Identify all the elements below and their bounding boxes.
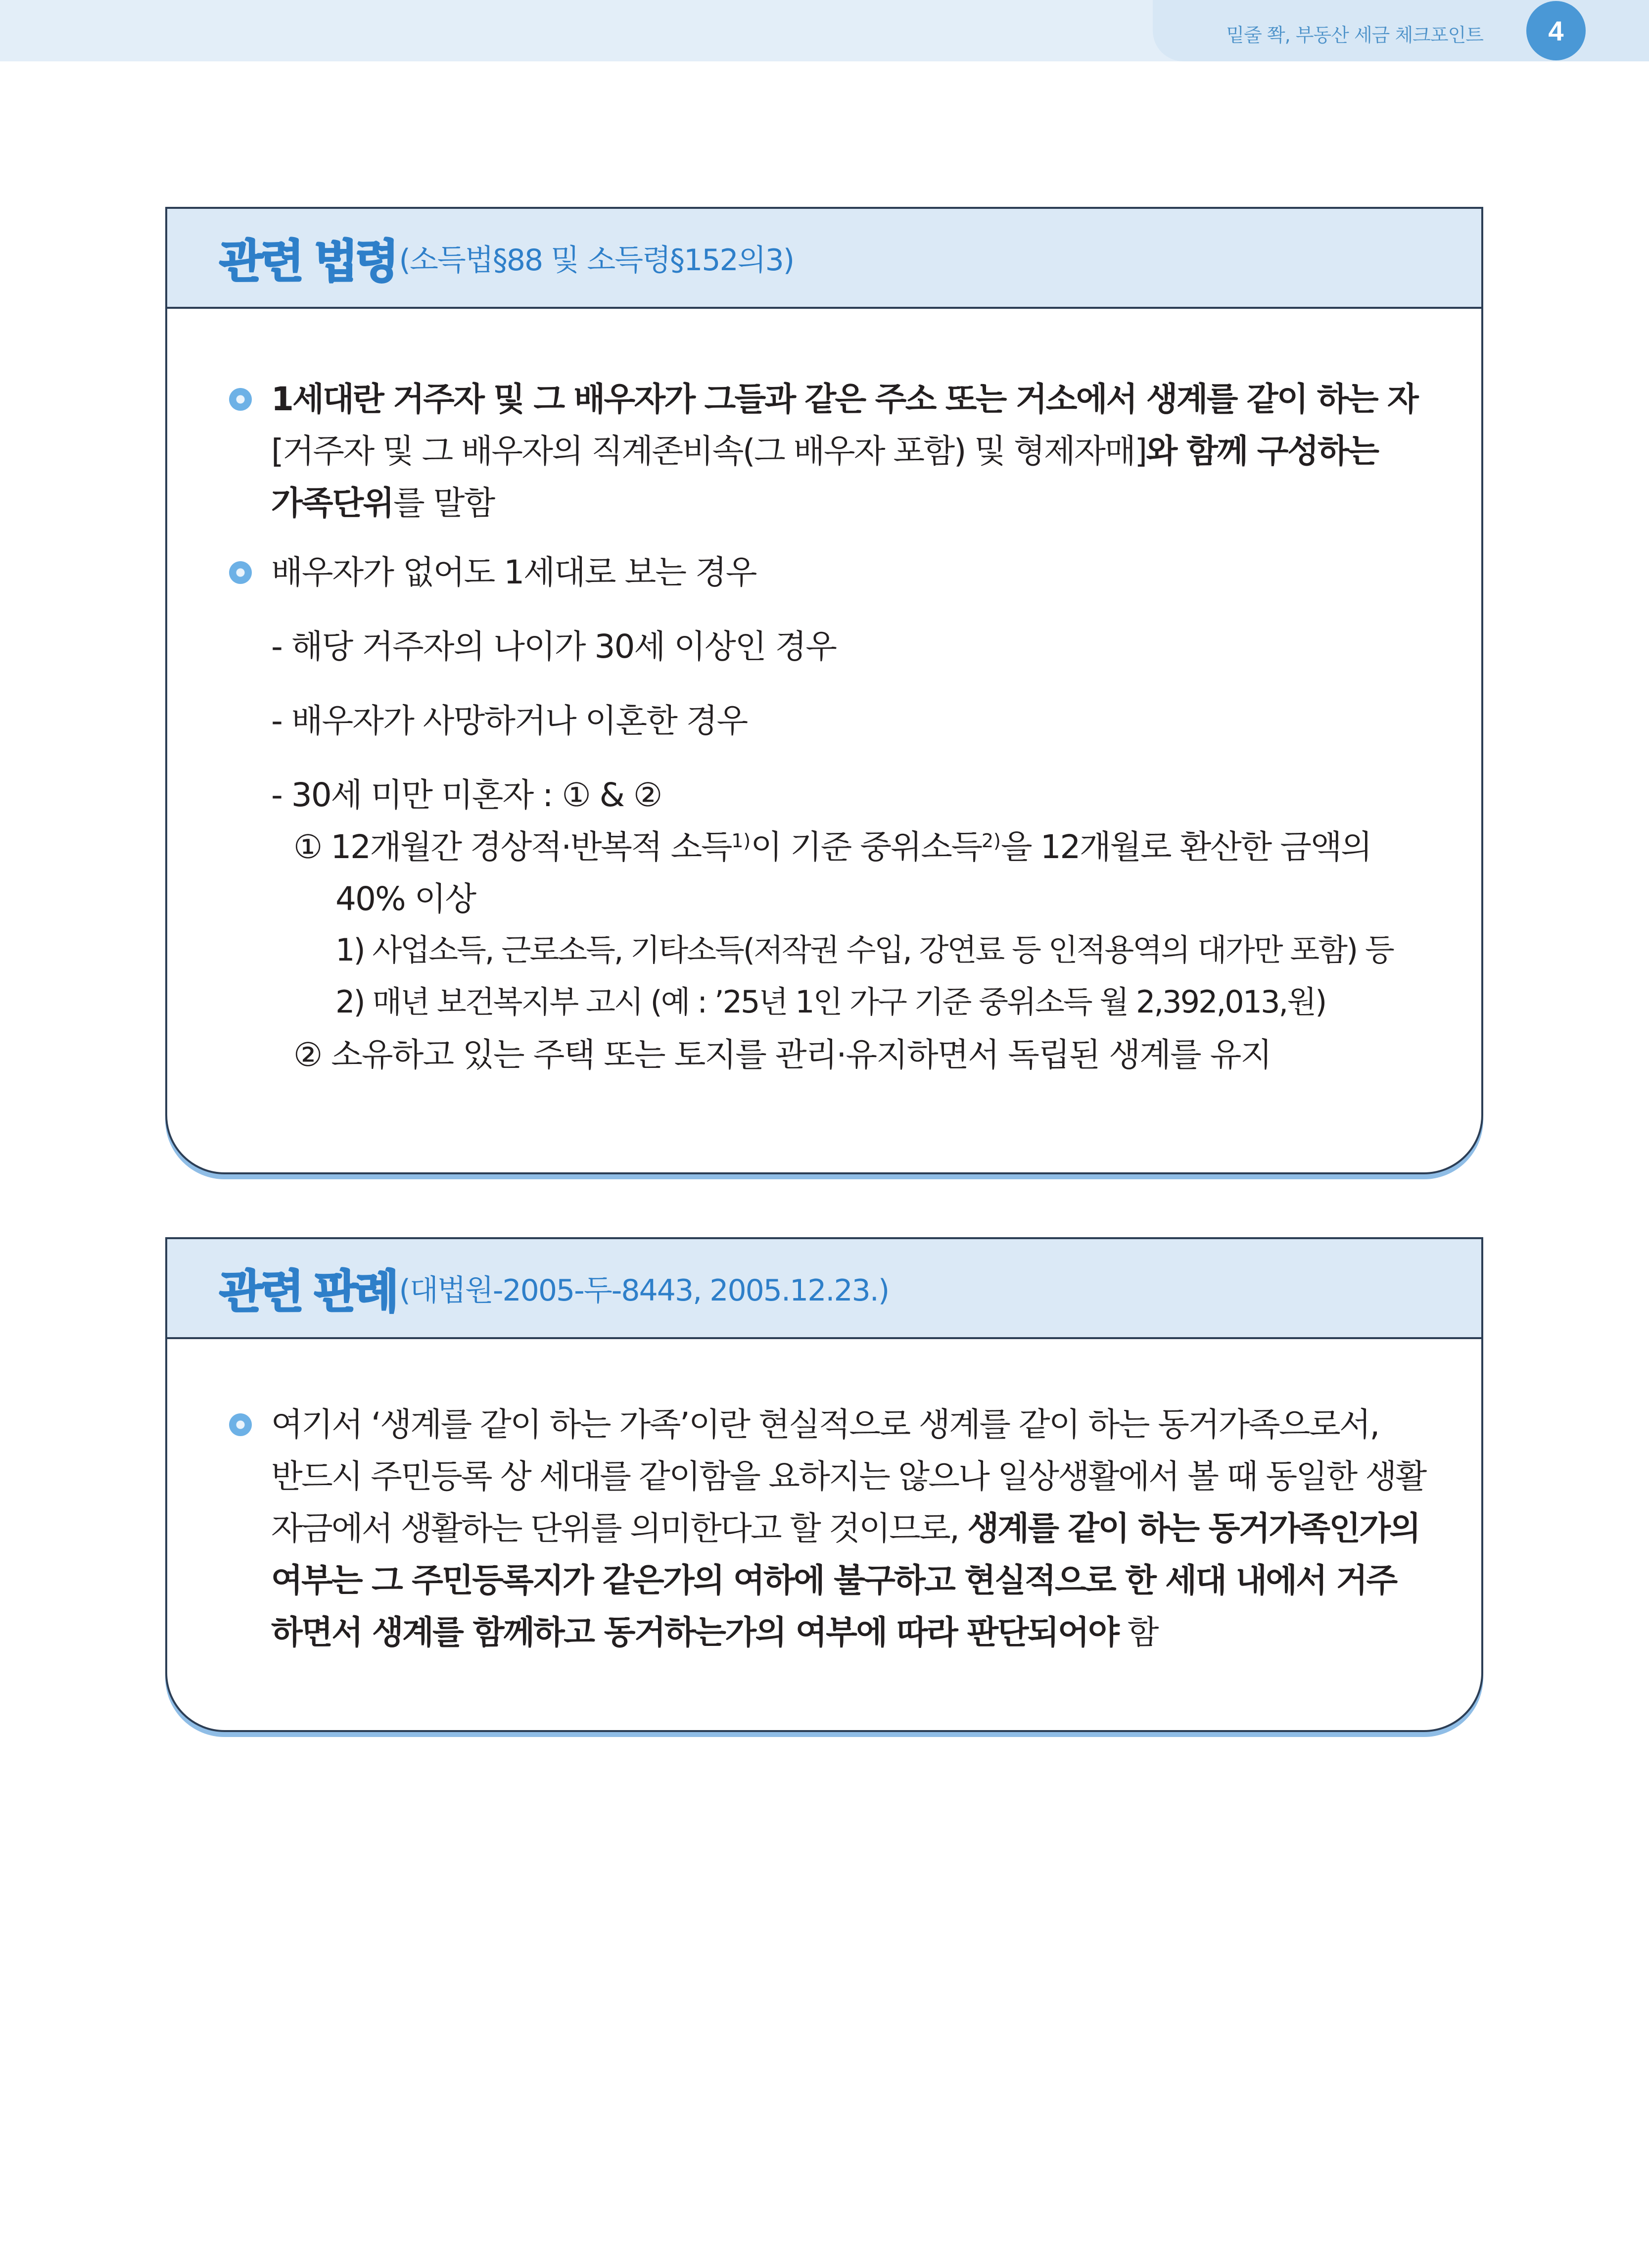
condition-1 [293, 828, 1371, 866]
page-number-badge: 4 [1526, 1, 1586, 60]
definition-line-2-regular: [거주자 및 그 배우자의 직계존비속(그 배우자 포함) 및 형제자매] [271, 432, 1146, 470]
condition-2: ② 소유하고 있는 주택 또는 토지를 관리·유지하면서 독립된 생계를 유지 [293, 1036, 1272, 1074]
precedent-line-5-regular: 함 [1118, 1613, 1158, 1651]
related-precedent-box [165, 1237, 1483, 1732]
condition-1-part-c: 을 12개월로 환산한 금액의 [1000, 828, 1371, 866]
precedent-line-4: 여부는 그 주민등록지가 같은가의 여하에 불구하고 현실적으로 한 세대 내에서 거주 [271, 1561, 1397, 1599]
precedent-line-3-regular: 자금에서 생활하는 단위를 의미한다고 할 것이므로, [271, 1509, 968, 1547]
related-precedent-header [167, 1239, 1481, 1339]
footnote-1: 1) 사업소득, 근로소득, 기타소득(저작권 수입, 강연료 등 인적용역의 대가만 포함) 등 [335, 932, 1393, 968]
case-item-2: - 배우자가 사망하거나 이혼한 경우 [271, 702, 748, 740]
definition-line-2-bold: 와 함께 구성하는 [1146, 432, 1378, 470]
top-header-bar [0, 0, 1649, 61]
related-precedent-title: 관련 판례 [219, 1265, 396, 1318]
definition-line-2 [271, 432, 1378, 470]
precedent-line-2: 반드시 주민등록 상 세대를 같이함을 요하지는 않으나 일상생활에서 볼 때 동일한 생활 [271, 1457, 1426, 1496]
precedent-line-1: 여기서 ‘생계를 같이 하는 가족’이란 현실적으로 생계를 같이 하는 동거가족으로서, [271, 1405, 1379, 1444]
condition-1-part-b: 이 기준 중위소득 [751, 828, 982, 866]
condition-1-line-2: 40% 이상 [335, 880, 476, 918]
related-law-title: 관련 법령 [219, 235, 396, 288]
bullet-icon [229, 561, 252, 584]
footnote-ref-1: 1) [731, 830, 751, 852]
case-item-1: - 해당 거주자의 나이가 30세 이상인 경우 [271, 627, 837, 666]
related-precedent-subtitle: (대법원-2005-두-8443, 2005.12.23.) [399, 1273, 889, 1308]
related-law-box [165, 207, 1483, 1174]
precedent-line-3 [271, 1509, 1420, 1547]
footnote-2: 2) 매년 보건복지부 고시 (예 : ’25년 1인 가구 기준 중위소득 월 2,392,013,원) [335, 984, 1326, 1020]
footnote-ref-2: 2) [981, 830, 1001, 852]
case-item-3: - 30세 미만 미혼자 : ① & ② [271, 776, 662, 814]
related-law-subtitle: (소득법§88 및 소득령§152의3) [399, 243, 794, 278]
precedent-line-5-bold: 하면서 생계를 함께하고 동거하는가의 여부에 따라 판단되어야 [271, 1613, 1119, 1651]
definition-line-3-bold: 가족단위 [271, 484, 394, 522]
bullet-icon [229, 1413, 252, 1436]
definition-line-3-regular: 를 말함 [393, 484, 495, 522]
bullet-icon [229, 388, 252, 411]
condition-1-part-a: ① 12개월간 경상적·반복적 소득 [293, 828, 732, 866]
definition-line-3 [271, 484, 495, 522]
precedent-line-5 [271, 1613, 1158, 1651]
section-title: 밑줄 쫙, 부동산 세금 체크포인트 [1226, 24, 1483, 46]
related-law-header [167, 209, 1481, 309]
no-spouse-title: 배우자가 없어도 1세대로 보는 경우 [271, 553, 756, 591]
definition-line-1: 1세대란 거주자 및 그 배우자가 그들과 같은 주소 또는 거소에서 생계를 같이 하는 자 [271, 380, 1417, 418]
precedent-line-3-bold: 생계를 같이 하는 동거가족인가의 [967, 1509, 1420, 1547]
